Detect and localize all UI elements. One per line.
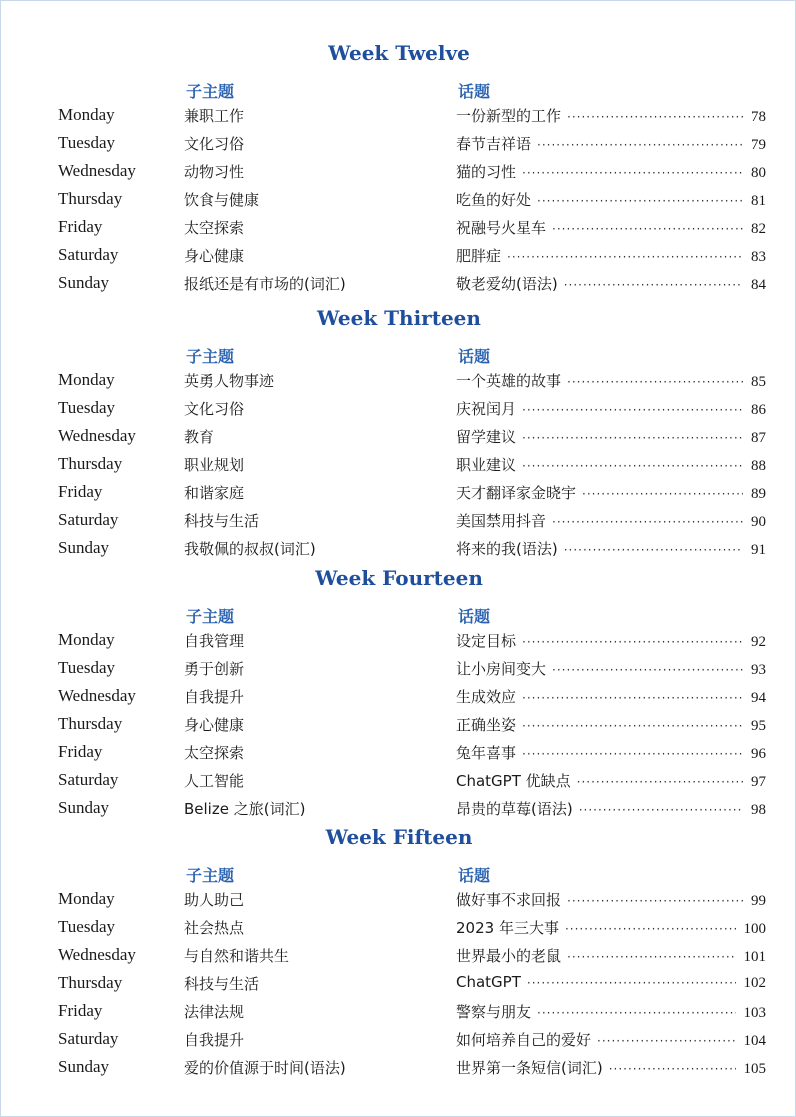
dot-leader [565, 922, 736, 936]
topic-column-header: 话题 [458, 866, 491, 885]
subtopic-label: 自我管理 [184, 632, 245, 650]
week-title: Week Twelve [328, 41, 470, 65]
page-number: 79 [751, 137, 766, 153]
topic-title[interactable]: 祝融号火星车 [456, 219, 547, 237]
page-number: 93 [751, 662, 766, 678]
subtopic-label: 勇于创新 [184, 660, 245, 678]
subtopic-column-header: 子主题 [186, 866, 235, 885]
dot-leader [579, 803, 743, 817]
toc-entry[interactable] [456, 973, 766, 992]
page-number: 88 [751, 458, 766, 474]
subtopic-column-header: 子主题 [186, 82, 235, 101]
topic-title[interactable]: ChatGPT 优缺点 [456, 772, 571, 790]
dot-leader [537, 1006, 735, 1020]
day-label: Sunday [58, 538, 109, 557]
topic-title[interactable]: 世界最小的老鼠 [456, 947, 562, 965]
day-label: Saturday [58, 510, 119, 529]
dot-leader [552, 663, 743, 677]
page-number: 91 [751, 542, 766, 558]
topic-title[interactable]: 如何培养自己的爱好 [456, 1031, 592, 1049]
day-label: Sunday [58, 798, 109, 817]
day-label: Wednesday [58, 161, 136, 180]
day-label: Sunday [58, 1057, 109, 1076]
day-label: Monday [58, 889, 115, 908]
toc-entry[interactable] [456, 482, 766, 503]
page-number: 101 [743, 949, 766, 965]
day-label: Friday [58, 742, 103, 761]
dot-leader [522, 459, 743, 473]
topic-title[interactable]: 2023 年三大事 [456, 919, 559, 937]
topic-title[interactable]: 猫的习性 [456, 163, 517, 181]
subtopic-label: 文化习俗 [184, 400, 245, 418]
dot-leader [597, 1034, 735, 1048]
topic-title[interactable]: 一个英雄的故事 [456, 372, 562, 390]
subtopic-label: 科技与生活 [184, 975, 260, 993]
topic-title[interactable]: 昂贵的草莓(语法) [456, 800, 573, 818]
dot-leader [537, 138, 743, 152]
toc-entry[interactable] [456, 398, 766, 419]
subtopic-label: 自我提升 [184, 688, 245, 706]
day-label: Monday [58, 630, 115, 649]
page-number: 104 [743, 1033, 766, 1049]
topic-column-header: 话题 [458, 82, 491, 101]
dot-leader [507, 250, 743, 264]
topic-title[interactable]: 春节吉祥语 [456, 135, 532, 153]
dot-leader [522, 166, 743, 180]
subtopic-label: 助人助己 [184, 891, 245, 909]
topic-title[interactable]: 留学建议 [456, 428, 517, 446]
subtopic-label: 文化习俗 [184, 135, 245, 153]
toc-entry[interactable] [456, 510, 766, 531]
day-label: Friday [58, 482, 103, 501]
page-number: 82 [751, 221, 766, 237]
page-number: 86 [751, 402, 766, 418]
subtopic-label: 和谐家庭 [184, 484, 245, 502]
toc-entry[interactable] [456, 245, 766, 266]
page-number: 81 [751, 193, 766, 209]
page-number: 78 [751, 109, 766, 125]
dot-leader [567, 110, 743, 124]
dot-leader [522, 747, 743, 761]
dot-leader [564, 278, 743, 292]
toc-entry[interactable] [456, 770, 766, 791]
toc-entry[interactable] [456, 133, 766, 154]
page-number: 99 [751, 893, 766, 909]
dot-leader [567, 950, 735, 964]
dot-leader [609, 1062, 736, 1076]
week-title: Week Thirteen [317, 306, 481, 330]
subtopic-label: 爱的价值源于时间(语法) [184, 1059, 346, 1077]
toc-entry[interactable] [456, 630, 766, 651]
page-number: 85 [751, 374, 766, 390]
subtopic-label: 法律法规 [184, 1003, 245, 1021]
dot-leader [522, 635, 743, 649]
topic-title[interactable]: 兔年喜事 [456, 744, 517, 762]
topic-title[interactable]: 美国禁用抖音 [456, 512, 547, 530]
dot-leader [522, 691, 743, 705]
subtopic-label: 自我提升 [184, 1031, 245, 1049]
subtopic-label: 动物习性 [184, 163, 245, 181]
topic-title[interactable]: 生成效应 [456, 688, 517, 706]
dot-leader [567, 375, 743, 389]
topic-title[interactable]: 世界第一条短信(词汇) [456, 1059, 603, 1077]
toc-entry[interactable] [456, 714, 766, 735]
day-label: Wednesday [58, 686, 136, 705]
toc-entry[interactable] [456, 1001, 766, 1022]
day-label: Tuesday [58, 658, 115, 677]
toc-entry[interactable] [456, 742, 766, 763]
toc-entry[interactable] [456, 538, 766, 559]
page-number: 100 [743, 921, 766, 937]
subtopic-label: 报纸还是有市场的(词汇) [184, 275, 346, 293]
page-number: 105 [743, 1061, 766, 1077]
topic-title[interactable]: 职业建议 [456, 456, 517, 474]
toc-entry[interactable] [456, 189, 766, 210]
toc-entry[interactable] [456, 273, 766, 294]
page-number: 96 [751, 746, 766, 762]
dot-leader [522, 403, 743, 417]
toc-entry[interactable] [456, 105, 766, 126]
week-title: Week Fifteen [325, 825, 473, 849]
page-number: 89 [751, 486, 766, 502]
page-number: 102 [743, 975, 766, 991]
topic-title[interactable]: 一份新型的工作 [456, 107, 562, 125]
page-number: 94 [751, 690, 766, 706]
dot-leader [564, 543, 743, 557]
topic-title[interactable]: 让小房间变大 [456, 660, 547, 678]
toc-entry[interactable] [456, 161, 766, 182]
toc-entry[interactable] [456, 889, 766, 910]
subtopic-label: 职业规划 [184, 456, 245, 474]
subtopic-label: 我敬佩的叔叔(词汇) [184, 540, 316, 558]
topic-title[interactable]: 天才翻译家金晓宇 [456, 484, 577, 502]
topic-title[interactable]: 设定目标 [456, 632, 517, 650]
dot-leader [552, 515, 743, 529]
day-label: Thursday [58, 714, 123, 733]
subtopic-column-header: 子主题 [186, 607, 235, 626]
subtopic-label: 饮食与健康 [184, 191, 260, 209]
page-number: 87 [751, 430, 766, 446]
subtopic-label: 与自然和谐共生 [184, 947, 290, 965]
subtopic-label: 身心健康 [184, 716, 245, 734]
day-label: Tuesday [58, 133, 115, 152]
page-number: 98 [751, 802, 766, 818]
dot-leader [582, 487, 743, 501]
subtopic-label: 英勇人物事迹 [184, 372, 275, 390]
day-label: Friday [58, 217, 103, 236]
topic-title[interactable]: 敬老爱幼(语法) [456, 275, 558, 293]
subtopic-label: 身心健康 [184, 247, 245, 265]
subtopic-label: 太空探索 [184, 219, 245, 237]
day-label: Monday [58, 105, 115, 124]
day-label: Wednesday [58, 945, 136, 964]
topic-column-header: 话题 [458, 347, 491, 366]
day-label: Monday [58, 370, 115, 389]
day-label: Tuesday [58, 398, 115, 417]
toc-entry[interactable] [456, 798, 766, 819]
page-number: 83 [751, 249, 766, 265]
subtopic-label: 太空探索 [184, 744, 245, 762]
topic-title[interactable]: 正确坐姿 [456, 716, 517, 734]
subtopic-label: Belize 之旅(词汇) [184, 800, 306, 818]
page-number: 92 [751, 634, 766, 650]
dot-leader [552, 222, 743, 236]
subtopic-label: 教育 [184, 428, 215, 446]
page-number: 95 [751, 718, 766, 734]
subtopic-column-header: 子主题 [186, 347, 235, 366]
subtopic-label: 社会热点 [184, 919, 245, 937]
day-label: Friday [58, 1001, 103, 1020]
dot-leader [537, 194, 743, 208]
page-number: 103 [743, 1005, 766, 1021]
week-title: Week Fourteen [315, 566, 483, 590]
page-number: 80 [751, 165, 766, 181]
toc-entry[interactable] [456, 945, 766, 966]
page-number: 90 [751, 514, 766, 530]
day-label: Thursday [58, 189, 123, 208]
topic-title[interactable]: 庆祝闰月 [456, 400, 517, 418]
page-number: 97 [751, 774, 766, 790]
day-label: Saturday [58, 770, 119, 789]
topic-title[interactable]: 警察与朋友 [456, 1003, 532, 1021]
subtopic-label: 人工智能 [184, 772, 245, 790]
topic-column-header: 话题 [458, 607, 491, 626]
dot-leader [522, 719, 743, 733]
day-label: Saturday [58, 245, 119, 264]
dot-leader [577, 775, 743, 789]
page-number: 84 [751, 277, 766, 293]
toc-entry[interactable] [456, 1057, 766, 1078]
topic-title[interactable]: 吃鱼的好处 [456, 191, 532, 209]
day-label: Thursday [58, 973, 123, 992]
toc-entry[interactable] [456, 1029, 766, 1050]
day-label: Tuesday [58, 917, 115, 936]
day-label: Sunday [58, 273, 109, 292]
toc-entry[interactable] [456, 917, 766, 938]
subtopic-label: 科技与生活 [184, 512, 260, 530]
dot-leader [527, 976, 736, 990]
topic-title[interactable]: 肥胖症 [456, 247, 502, 265]
toc-entry[interactable] [456, 217, 766, 238]
topic-title[interactable]: 做好事不求回报 [456, 891, 562, 909]
day-label: Wednesday [58, 426, 136, 445]
topic-title[interactable]: 将来的我(语法) [456, 540, 558, 558]
toc-entry[interactable] [456, 426, 766, 447]
toc-entry[interactable] [456, 370, 766, 391]
toc-entry[interactable] [456, 454, 766, 475]
dot-leader [567, 894, 743, 908]
toc-entry[interactable] [456, 658, 766, 679]
day-label: Saturday [58, 1029, 119, 1048]
day-label: Thursday [58, 454, 123, 473]
dot-leader [522, 431, 743, 445]
subtopic-label: 兼职工作 [184, 107, 245, 125]
topic-title[interactable]: ChatGPT [456, 973, 521, 991]
toc-entry[interactable] [456, 686, 766, 707]
